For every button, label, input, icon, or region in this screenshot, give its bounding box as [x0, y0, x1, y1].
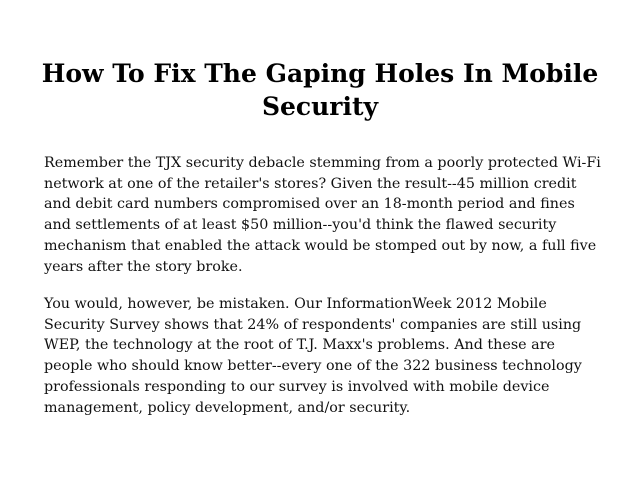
paragraph-2: You would, however, be mistaken. Our InformationWeek 2012 Mobile Security Survey shows that 24% of respondents' companies are still using WEP, the technology at the root of T.J. Maxx's problems. And these are people who should know better--every one of the 322 business technology professionals responding to our survey is involved with mobile device management, policy development, and/or security.	[44, 296, 582, 416]
paragraph-1: Remember the TJX security debacle stemming from a poorly protected Wi-Fi network at one of the retailer's stores? Given the result--45 million credit and debit card numbers compromised over an 18-month period and fines and settlements of at least $50 million--you'd think the flawed security mechanism that enabled the attack would be stomped out by now, a full five years after the story broke.	[44, 155, 601, 275]
page-title: How To Fix The Gaping Holes In Mobile Security	[41, 59, 599, 121]
